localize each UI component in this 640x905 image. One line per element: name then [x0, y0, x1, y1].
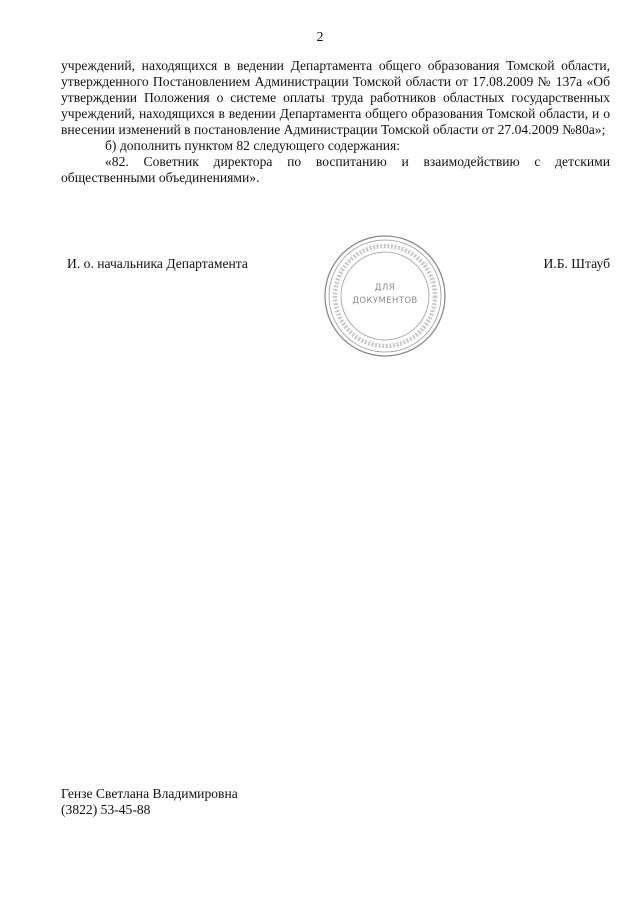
- paragraph-continuation: учреждений, находящихся в ведении Департамента общего образования Томской области, утвержденного Постановлением Администрации Томской области от 17.08.2009 № 137а «Об утверждении Положения о системе оплаты труда работников областных государственных учреждений, находящихся в ведении Департамента общего образования Томской области, и о внесении изменений в постановление Администрации Томской области от 27.04.2009 №80а»;: [61, 58, 610, 137]
- paragraph-item-82: «82. Советник директора по воспитанию и взаимодействию с детскими общественными объединениями».: [61, 154, 610, 185]
- signatory-name: И.Б. Штауб: [543, 256, 610, 271]
- stamp-center-line1: ДЛЯ: [374, 283, 396, 293]
- round-stamp-icon: [322, 233, 448, 359]
- document-body: [61, 58, 610, 186]
- executor-name: Гензе Светлана Владимировна: [61, 786, 238, 801]
- signatory-title: И. о. начальника Департамента: [67, 256, 248, 271]
- paragraph-amendment-b: б) дополнить пунктом 82 следующего содержания:: [105, 138, 401, 153]
- executor-block: [61, 786, 238, 818]
- stamp-center-line2: ДОКУМЕНТОВ: [352, 296, 418, 306]
- executor-phone: (3822) 53-45-88: [61, 802, 151, 817]
- page-number: 2: [316, 30, 324, 45]
